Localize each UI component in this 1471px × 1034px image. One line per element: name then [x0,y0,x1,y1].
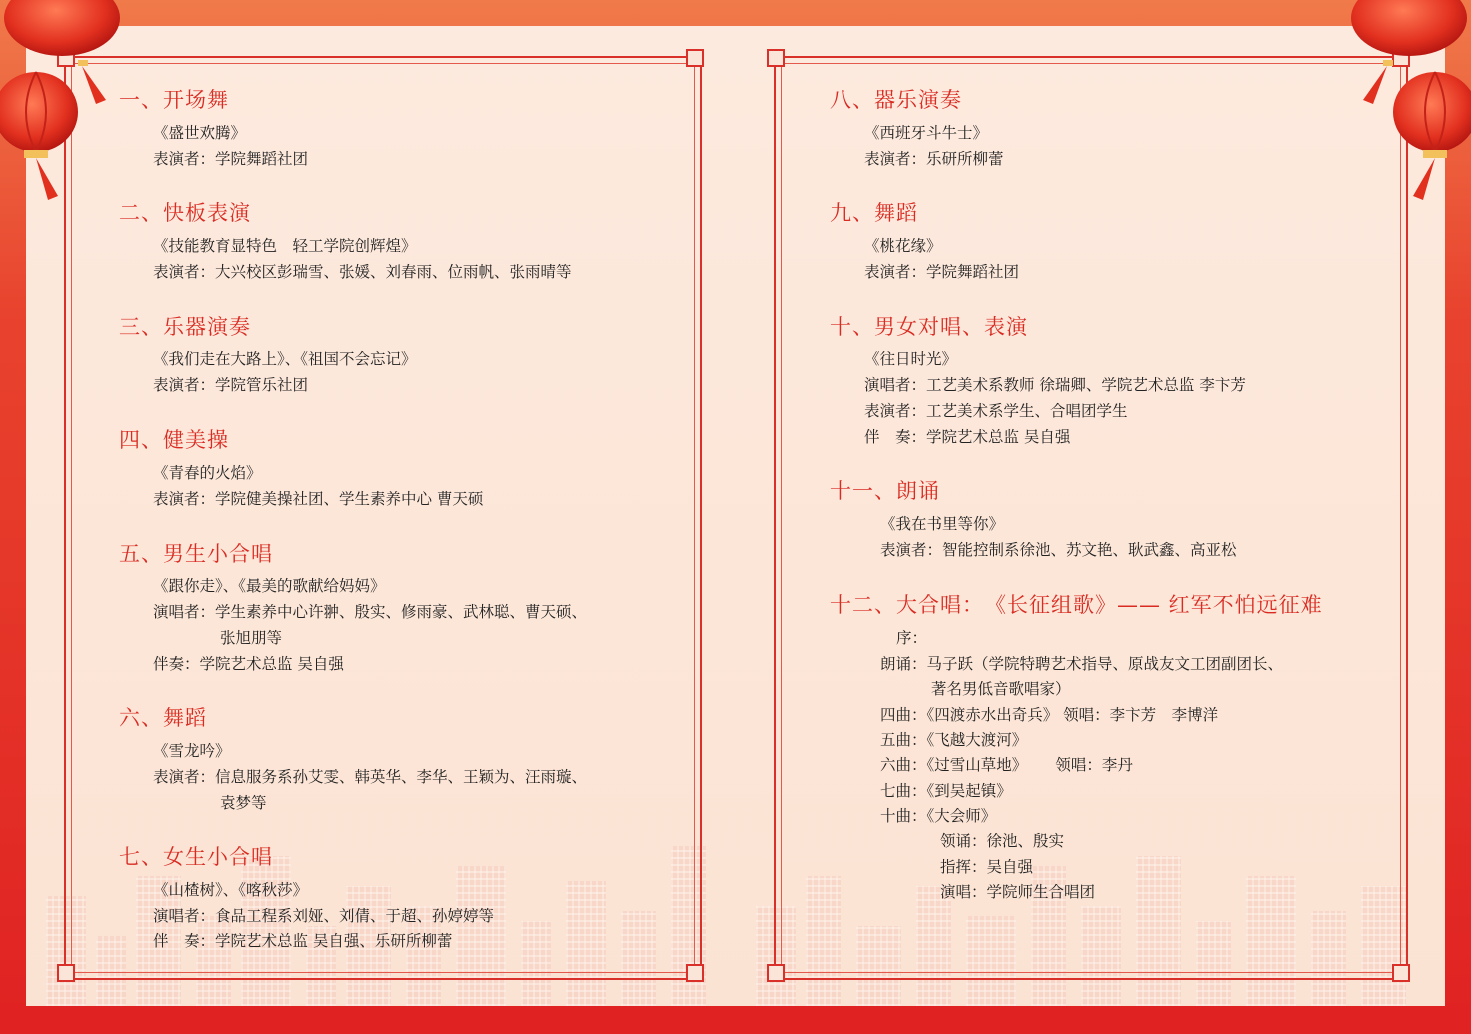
section-line: 表演者：学院管乐社团 [153,376,309,394]
section-line: 四曲：《四渡赤水出奇兵》 领唱：李卞芳 李博洋 [880,706,1219,724]
section-line: 七曲：《到吴起镇》 [880,782,1012,800]
section-line: 表演者：大兴校区彭瑞雪、张媛、刘春雨、位雨帆、张雨晴等 [153,263,572,281]
section-title: 一、开场舞 [119,88,229,112]
section-line: 表演者：学院舞蹈社团 [153,150,309,168]
section-line: 表演者：学院舞蹈社团 [864,263,1020,281]
section-line: 《盛世欢腾》 [153,124,247,142]
section-line: 表演者：乐研所柳蕾 [864,150,1004,168]
section-title: 九、舞蹈 [830,201,918,225]
section-line: 五曲：《飞越大渡河》 [880,731,1028,749]
frame-corner [1392,964,1410,982]
section-line: 《技能教育显特色 轻工学院创辉煌》 [153,237,417,255]
section-title: 四、健美操 [119,428,229,452]
section-line: 演唱者：学生素养中心许翀、殷实、修雨豪、武林聪、曹天硕、 [153,603,588,621]
lantern-icon [1341,0,1471,210]
section-line: 张旭朋等 [220,629,283,647]
section-line: 著名男低音歌唱家） [931,680,1071,698]
section-line: 演唱者：工艺美术系教师 徐瑞卿、学院艺术总监 李卞芳 [864,376,1246,394]
section-line: 《跟你走》、《最美的歌献给妈妈》 [153,577,386,595]
right-frame [774,56,1408,980]
section-line: 伴 奏：学院艺术总监 吴自强 [864,428,1071,446]
section-title: 五、男生小合唱 [119,542,273,566]
section-title: 三、乐器演奏 [119,315,251,339]
section-line: 六曲：《过雪山草地》 领唱：李丹 [880,756,1133,774]
section-line: 序： [896,629,928,647]
section-title: 八、器乐演奏 [830,88,962,112]
section-line: 《桃花缘》 [864,237,942,255]
section-line: 《我在书里等你》 [880,515,1005,533]
frame-corner [767,49,785,67]
lantern-icon [0,0,130,210]
section-line: 表演者：学院健美操社团、学生素养中心 曹天硕 [153,490,484,508]
section-line: 《我们走在大路上》、《祖国不会忘记》 [153,350,417,368]
section-line: 表演者：信息服务系孙艾雯、韩英华、李华、王颖为、汪雨璇、 [153,768,588,786]
section-title: 十、男女对唱、表演 [830,315,1028,339]
frame-corner [767,964,785,982]
section-line: 表演者：智能控制系徐池、苏文艳、耿武鑫、高亚松 [880,541,1237,559]
section-title: 十二、大合唱： 《长征组歌》—— 红军不怕远征难 [830,593,1323,617]
frame-corner [57,964,75,982]
section-line: 《山楂树》、《喀秋莎》 [153,881,309,899]
section-line: 《雪龙吟》 [153,742,231,760]
section-line: 《青春的火焰》 [153,464,262,482]
section-line: 演唱：学院师生合唱团 [940,883,1096,901]
section-line: 表演者：工艺美术系学生、合唱团学生 [864,402,1128,420]
section-title: 六、舞蹈 [119,706,207,730]
section-line: 袁梦等 [220,794,267,812]
section-line: 演唱者：食品工程系刘娅、刘倩、于超、孙婷婷等 [153,907,495,925]
section-title: 七、女生小合唱 [119,845,273,869]
section-line: 伴奏：学院艺术总监 吴自强 [153,655,344,673]
section-line: 领诵：徐池、殷实 [940,832,1065,850]
section-line: 朗诵：马子跃（学院特聘艺术指导、原战友文工团副团长、 [880,655,1284,673]
section-line: 《西班牙斗牛士》 [864,124,989,142]
section-title: 十一、朗诵 [830,479,940,503]
section-line: 《往日时光》 [864,350,958,368]
section-line: 十曲：《大会师》 [880,807,997,825]
section-line: 伴 奏：学院艺术总监 吴自强、乐研所柳蕾 [153,932,453,950]
frame-corner [686,49,704,67]
section-line: 指挥：吴自强 [940,858,1034,876]
frame-corner [686,964,704,982]
section-title: 二、快板表演 [119,201,251,225]
